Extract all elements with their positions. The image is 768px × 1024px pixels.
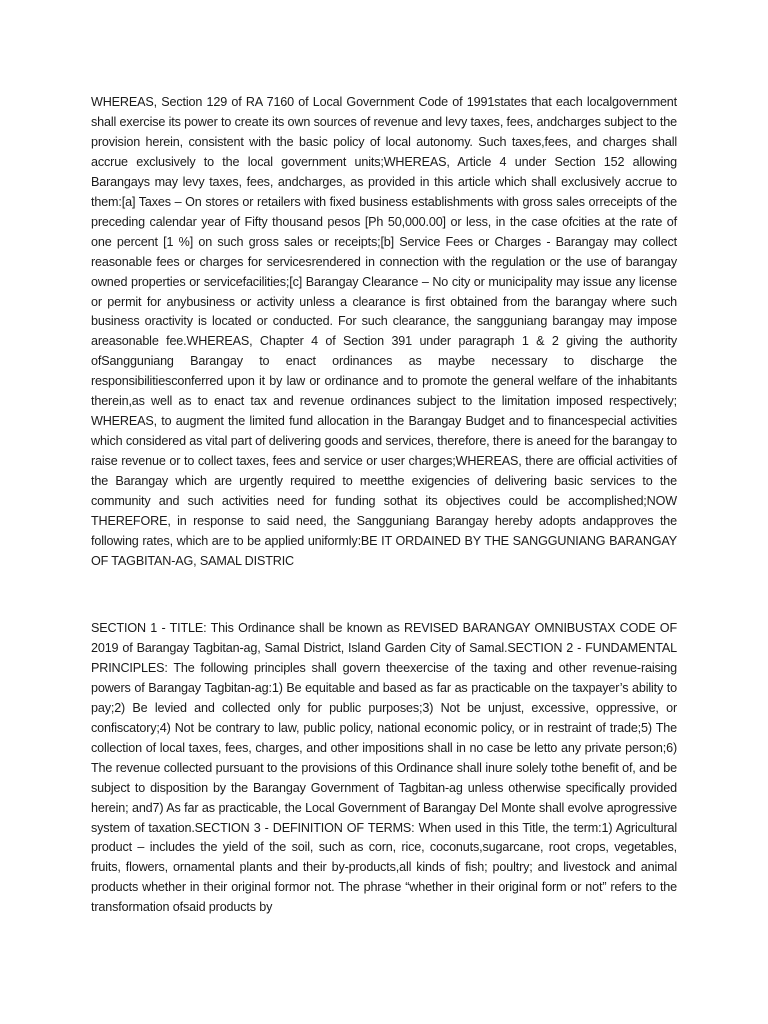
sections-paragraph: SECTION 1 - TITLE: This Ordinance shall be known as REVISED BARANGAY OMNIBUSTAX CODE OF 2019 of Barangay Tagbitan-ag, Samal District, Island Garden City of Samal.SECTION 2 - FUNDAMENTAL PRINCIPLES: The following principles shall govern theexercise of the taxing and other revenue-raising powers of Barangay Tagbitan-ag:1) Be equitable and based as far as practicable on the taxpayer’s ability to pay;2) Be levied and collected only for public purposes;3) Not be unjust, excessive, oppressive, or confiscatory;4) Not be contrary to law, public policy, national economic policy, or in restraint of trade;5) The collection of local taxes, fees, charges, and other impositions shall in no case be letto any private person;6) The revenue collected pursuant to the provisions of this Ordinance shall inure solely tothe benefit of, and be subject to disposition by the Barangay Government of Tagbitan-ag unless otherwise specifically provided herein; and7) As far as practicable, the Local Government of Barangay Del Monte shall evolve aprogressive system of taxation.SECTION 3 - DEFINITION OF TERMS: When used in this Title, the term:1) Agricultural product – includes the yield of the soil, such as corn, rice, coconuts,sugarcane, root crops, vegetables, fruits, flowers, ornamental plants and their by-products,all kinds of fish; poultry; and livestock and animal products whether in their original formor not. The phrase “whether in their original form or not” refers to the transformation ofsaid products by [91,621,677,915]
whereas-paragraph: WHEREAS, Section 129 of RA 7160 of Local Government Code of 1991states that each localgovernment shall exercise its power to create its own sources of revenue and levy taxes, fees, andcharges subject to the provision herein, consistent with the basic policy of local autonomy. Such taxes,fees, and charges shall accrue exclusively to the local government units;WHEREAS, Article 4 under Section 152 allowing Barangays may levy taxes, fees, andcharges, as provided in this article which shall exclusively accrue to them:[a] Taxes – On stores or retailers with fixed business establishments with gross sales orreceipts of the preceding calendar year of Fifty thousand pesos [Ph 50,000.00] or less, in the case ofcities at the rate of one percent [1 %] on such gross sales or receipts;[b] Service Fees or Charges - Barangay may collect reasonable fees or charges for servicesrendered in connection with the regulation or the use of barangay owned properties or servicefacilities;[c] Barangay Clearance – No city or municipality may issue any license or permit for anybusiness or activity unless a clearance is first obtained from the barangay where such business oractivity is located or conducted. For such clearance, the sangguniang barangay may impose areasonable fee.WHEREAS, Chapter 4 of Section 391 under paragraph 1 & 2 giving the authority ofSangguniang Barangay to enact ordinances as maybe necessary to discharge the responsibilitiesconferred upon it by law or ordinance and to promote the general welfare of the inhabitants therein,as well as to enact tax and revenue ordinances subject to the limitation imposed respectively; WHEREAS, to augment the limited fund allocation in the Barangay Budget and to financespecial activities which considered as vital part of delivering goods and services, therefore, there is aneed for the barangay to raise revenue or to collect taxes, fees and service or user charges;WHEREAS, there are official activities of the Barangay which are urgently required to meetthe exigencies of delivering basic services to the community and such activities need for funding sothat its objectives could be accomplished;NOW THEREFORE, in response to said need, the Sangguniang Barangay hereby adopts andapproves the following rates, which are to be applied uniformly:BE IT ORDAINED BY THE SANGGUNIANG BARANGAY OF TAGBITAN-AG, SAMAL DISTRIC [91,95,677,568]
